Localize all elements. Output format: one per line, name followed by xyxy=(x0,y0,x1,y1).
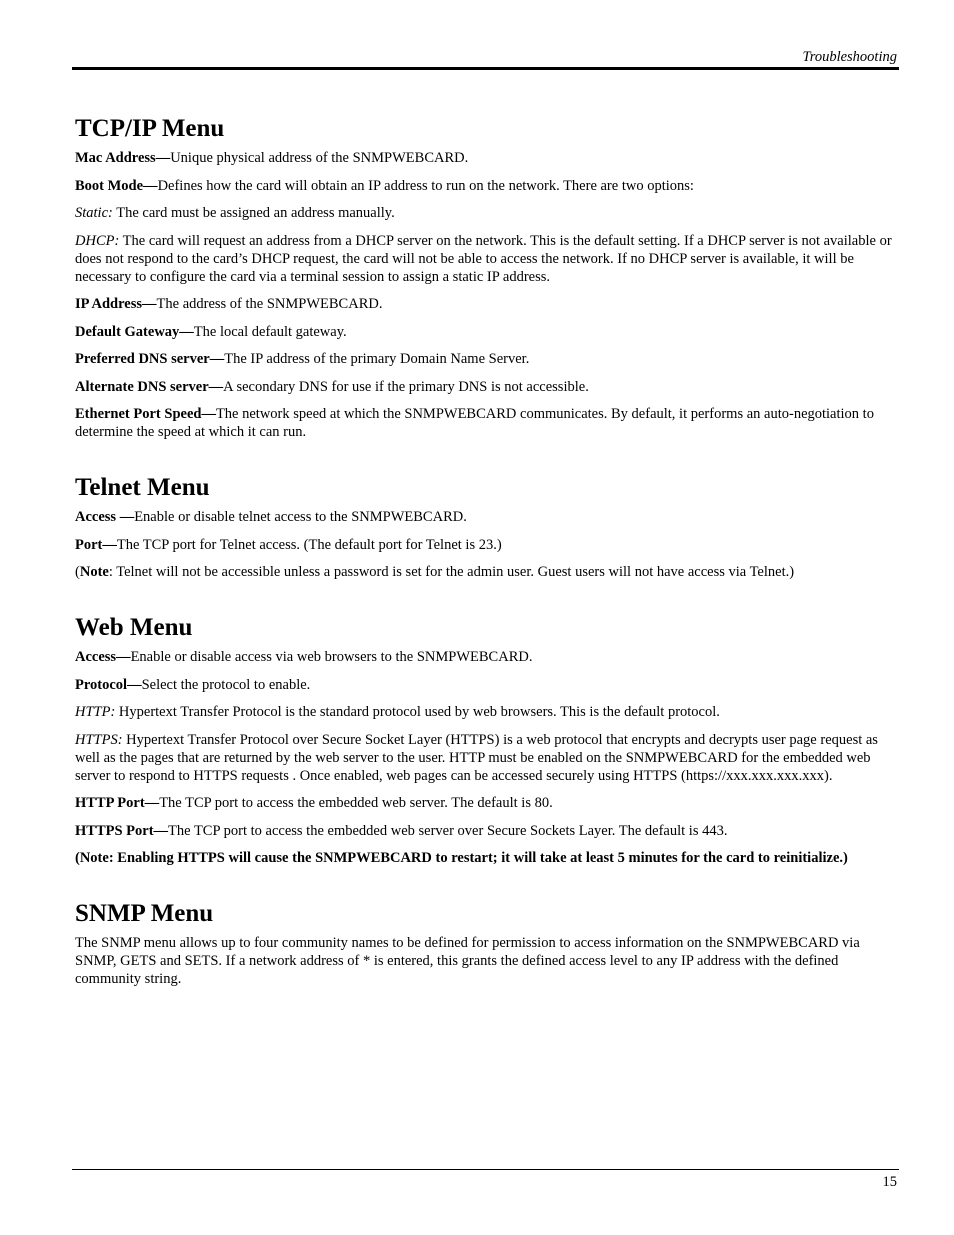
para-telnet-port xyxy=(75,536,898,554)
desc-https: Hypertext Transfer Protocol over Secure Socket Layer (HTTPS) is a web protocol that encrypts and decrypts user page request as well as the pages that are returned by the web server to the user. HTTP must be enabled on the SNMPWEBCARD for the embedded web server to respond to HTTPS requests . Once enabled, web pages can be accessed securely using HTTPS (https://xxx.xxx.xxx.xxx). xyxy=(75,731,878,784)
para-mac-address xyxy=(75,149,898,167)
para-web-protocol xyxy=(75,676,898,694)
para-snmp-body: The SNMP menu allows up to four community names to be defined for permission to access information on the SNMPWEBCARD via SNMP, GETS and SETS. If a network address of * is entered, this grants the defined access level to any IP address with the defined community string. xyxy=(75,935,860,987)
term-http: HTTP: xyxy=(75,704,116,720)
footer-rule xyxy=(72,1169,899,1170)
term-https-port: HTTPS Port— xyxy=(75,822,169,839)
desc-telnet-note: : Telnet will not be accessible unless a password is set for the admin user. Guest users will not have access via Telnet.) xyxy=(108,564,795,580)
desc-alternate-dns: A secondary DNS for use if the primary DNS is not accessible. xyxy=(223,378,589,395)
term-ip-address: IP Address— xyxy=(75,296,157,312)
header-rule xyxy=(72,67,899,70)
term-boot-mode: Boot Mode— xyxy=(75,177,158,194)
term-telnet-port: Port— xyxy=(75,536,117,553)
para-ethernet-port-speed xyxy=(75,405,898,441)
desc-mac-address: Unique physical address of the SNMPWEBCARD. xyxy=(170,150,469,166)
term-preferred-dns: Preferred DNS server— xyxy=(75,351,225,367)
note-https-restart: (Note: Enabling HTTPS will cause the SNMPWEBCARD to restart; it will take at least 5 minutes for the card to reinitialize.) xyxy=(75,850,848,866)
note-open-paren: ( xyxy=(75,564,80,580)
term-http-port: HTTP Port— xyxy=(75,795,160,811)
desc-telnet-access: Enable or disable telnet access to the SNMPWEBCARD. xyxy=(134,509,467,525)
heading-tcpip-menu: TCP/IP Menu xyxy=(75,115,225,142)
desc-boot-mode: Defines how the card will obtain an IP address to run on the network. There are two options: xyxy=(157,177,694,194)
desc-web-access: Enable or disable access via web browsers to the SNMPWEBCARD. xyxy=(130,649,533,665)
para-default-gateway xyxy=(75,323,898,341)
term-https: HTTPS: xyxy=(75,731,123,748)
term-mac-address: Mac Address— xyxy=(75,150,171,166)
para-https-port xyxy=(75,822,898,840)
term-telnet-access: Access — xyxy=(75,509,135,525)
term-static: Static: xyxy=(75,205,113,221)
para-static xyxy=(75,204,898,222)
para-telnet-note xyxy=(75,563,898,581)
heading-telnet-menu: Telnet Menu xyxy=(75,474,210,501)
desc-preferred-dns: The IP address of the primary Domain Name Server. xyxy=(224,351,530,367)
page-number: 15 xyxy=(882,1174,897,1190)
page-content xyxy=(75,112,898,998)
term-default-gateway: Default Gateway— xyxy=(75,323,194,340)
para-telnet-access xyxy=(75,508,898,526)
running-head: Troubleshooting xyxy=(802,49,897,65)
desc-static: The card must be assigned an address manually. xyxy=(112,205,395,221)
desc-default-gateway: The local default gateway. xyxy=(193,323,347,340)
desc-dhcp: The card will request an address from a DHCP server on the network. This is the default setting. If a DHCP server is not available or does not respond to the card’s DHCP request, the card will not be able to access the network. If no DHCP server is available, it will be necessary to configure the card via a terminal session to assign a static IP address. xyxy=(75,232,892,285)
para-dhcp xyxy=(75,232,898,286)
para-https xyxy=(75,731,898,785)
desc-http: Hypertext Transfer Protocol is the standard protocol used by web browsers. This is the default protocol. xyxy=(115,704,720,720)
term-telnet-note: Note xyxy=(79,564,109,580)
term-web-access: Access— xyxy=(75,649,131,665)
desc-telnet-port: The TCP port for Telnet access. (The default port for Telnet is 23.) xyxy=(116,536,502,553)
para-alternate-dns xyxy=(75,378,898,396)
heading-web-menu: Web Menu xyxy=(75,614,193,641)
term-dhcp: DHCP: xyxy=(75,232,120,249)
desc-http-port: The TCP port to access the embedded web server. The default is 80. xyxy=(159,795,553,811)
para-boot-mode xyxy=(75,177,898,195)
desc-https-port: The TCP port to access the embedded web server over Secure Sockets Layer. The default is 443. xyxy=(168,822,728,839)
term-alternate-dns: Alternate DNS server— xyxy=(75,378,224,395)
heading-snmp-menu: SNMP Menu xyxy=(75,900,214,927)
para-http-port xyxy=(75,794,898,812)
desc-ethernet-port-speed: The network speed at which the SNMPWEBCARD communicates. By default, it performs an auto-negotiation to determine the speed at which it can run. xyxy=(75,406,874,440)
term-ethernet-port-speed: Ethernet Port Speed— xyxy=(75,406,216,422)
para-https-note xyxy=(75,849,898,867)
para-ip-address xyxy=(75,295,898,313)
para-web-access xyxy=(75,648,898,666)
para-preferred-dns xyxy=(75,350,898,368)
term-web-protocol: Protocol— xyxy=(75,676,142,693)
desc-web-protocol: Select the protocol to enable. xyxy=(141,676,311,693)
desc-ip-address: The address of the SNMPWEBCARD. xyxy=(156,296,383,312)
para-http xyxy=(75,703,898,721)
